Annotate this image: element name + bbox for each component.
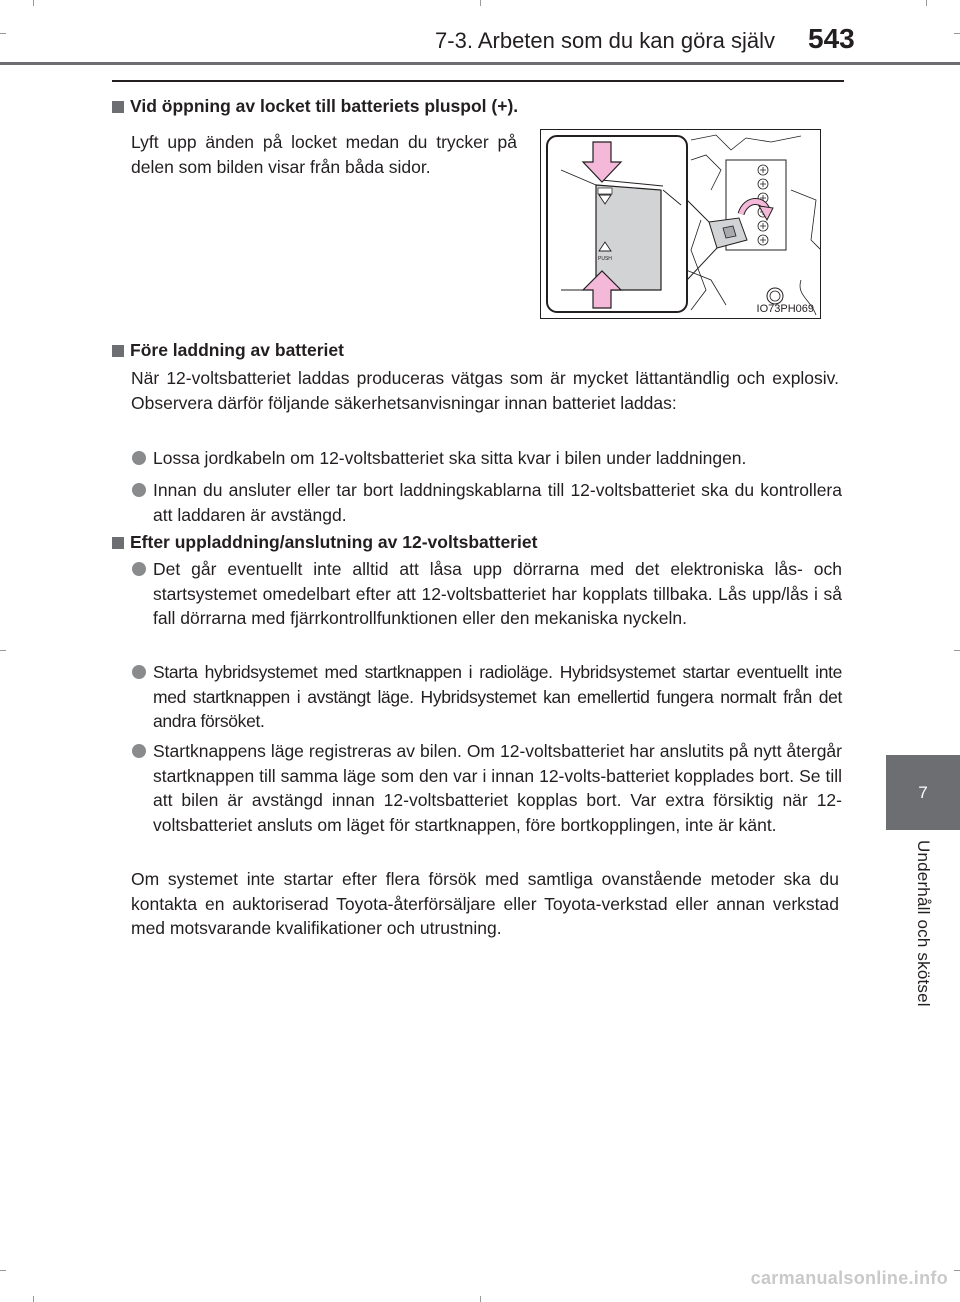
bullet-dot-icon	[132, 451, 146, 465]
section-heading-opening	[112, 96, 518, 117]
heading-square-icon	[112, 101, 124, 113]
content-top-rule	[112, 80, 844, 82]
list-item	[132, 660, 842, 734]
bullet-dot-icon	[132, 483, 146, 497]
chapter-tab[interactable]	[886, 755, 960, 830]
bullet-dot-icon	[132, 562, 146, 576]
list-item	[132, 557, 842, 631]
header-section-title: 7-3. Arbeten som du kan göra själv	[435, 28, 775, 53]
crop-mark	[954, 33, 960, 34]
header-rule	[0, 62, 960, 65]
opening-instructions: Lyft upp änden på locket medan du trycker på delen som bilden visar från båda sidor.	[131, 132, 517, 177]
before-charging-text: När 12-voltsbatteriet laddas produceras vätgas som är mycket lättantändlig och explosiv. Observera därför följande säkerhetsanvisningar innan batteriet laddas:	[131, 368, 839, 413]
list-item	[132, 446, 842, 471]
crop-mark	[954, 650, 960, 651]
crop-mark	[0, 1270, 6, 1271]
chapter-title-vertical	[888, 840, 958, 1040]
battery-illustration-drawing	[541, 130, 821, 319]
bullet-dot-icon	[132, 744, 146, 758]
list-item-text: Innan du ansluter eller tar bort laddningskablarna till 12-voltsbatteriet ska du kontrollera att laddaren är avstängd.	[153, 480, 842, 525]
chapter-title: Underhåll och skötsel	[914, 840, 933, 1007]
list-item	[132, 739, 842, 837]
heading-text: Före laddning av batteriet	[130, 340, 344, 360]
crop-mark	[33, 0, 34, 6]
bullet-dot-icon	[132, 665, 146, 679]
push-label: PUSH	[598, 256, 612, 262]
watermark: carmanualsonline.info	[750, 1268, 948, 1288]
heading-square-icon	[112, 345, 124, 357]
heading-text: Vid öppning av locket till batteriets pluspol (+).	[130, 96, 519, 116]
crop-mark	[0, 33, 6, 34]
battery-cover-illustration	[540, 129, 821, 319]
list-item-text: Det går eventuellt inte alltid att låsa upp dörrarna med det elektroniska lås- och startsystemet omedelbart efter att 12-voltsbatteriet har kopplats tillbaka. Lås upp/lås i så fall dörrarna med fjärrkontrollfunktionen eller den mekaniska nyckeln.	[153, 559, 842, 628]
crop-mark	[926, 0, 927, 6]
crop-mark	[480, 1296, 481, 1302]
crop-mark	[480, 0, 481, 6]
crop-mark	[33, 1296, 34, 1302]
page-number: 543	[808, 23, 855, 54]
figure-code: IO73PH069	[756, 303, 814, 315]
after-charging-closing: Om systemet inte startar efter flera försök med samtliga ovanstående metoder ska du kontakta en auktoriserad Toyota-återförsäljare eller Toyota-verkstad eller annan verkstad med motsvarande kvalifikationer och utrustning.	[131, 869, 839, 938]
list-item-text: Startknappens läge registreras av bilen. Om 12-voltsbatteriet har anslutits på nytt återgår startknappen till samma läge som den var i innan 12-volts-batteriet kopplades bort. Se till att bilen är avstängd innan 12-voltsbatteriet kopplas bort. Var extra försiktig när 12-voltsbatteriet ansluts om läget för startknappen, före bortkopplingen, inte är känt.	[153, 741, 842, 835]
list-item	[132, 478, 842, 527]
section-heading-before-charging	[112, 340, 344, 361]
list-item-text: Lossa jordkabeln om 12-voltsbatteriet ska sitta kvar i bilen under laddningen.	[153, 448, 747, 468]
heading-text: Efter uppladdning/anslutning av 12-voltsbatteriet	[130, 532, 538, 552]
chapter-number: 7	[918, 782, 928, 802]
crop-mark	[954, 1270, 960, 1271]
list-item-text: Starta hybridsystemet med startknappen i radioläge. Hybridsystemet startar eventuellt inte med startknappen i avstängt läge. Hybridsystemet kan emellertid fungera normalt från det andra försöket.	[153, 662, 842, 731]
section-heading-after-charging	[112, 532, 537, 553]
crop-mark	[0, 650, 6, 651]
heading-square-icon	[112, 537, 124, 549]
